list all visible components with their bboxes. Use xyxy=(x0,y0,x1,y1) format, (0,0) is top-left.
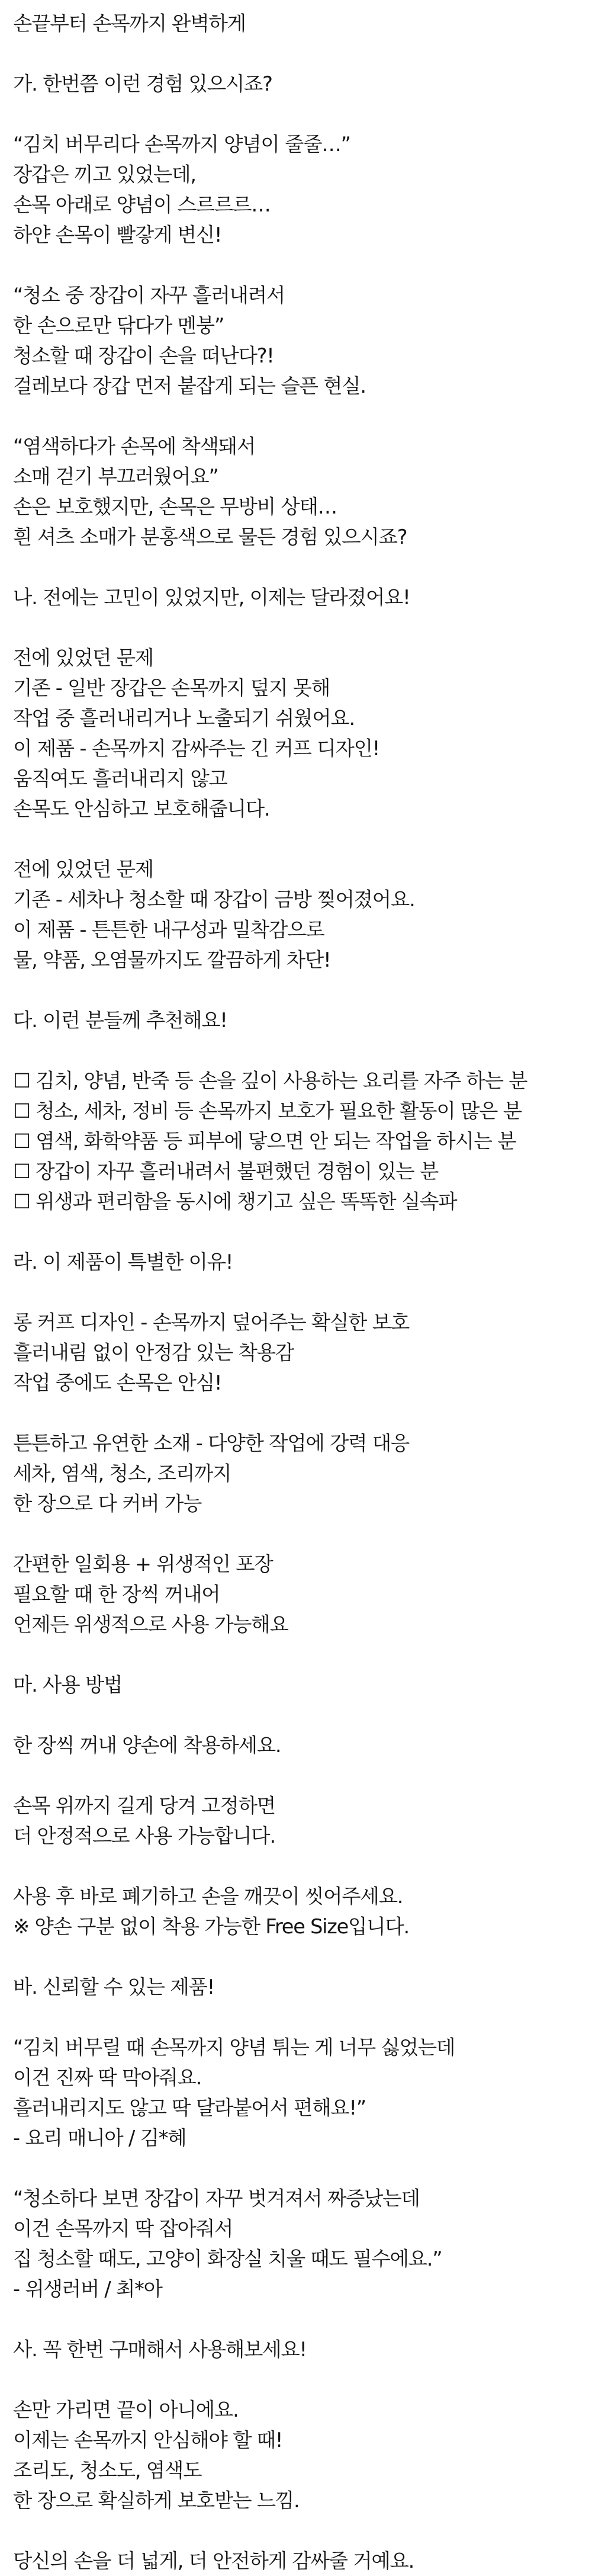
text-line: 마. 사용 방법 xyxy=(13,1673,123,1696)
text-line: 당신의 손을 더 넓게, 더 안전하게 감싸줄 거예요. xyxy=(13,2549,414,2572)
text-line: ☐ 청소, 세차, 정비 등 손목까지 보호가 필요한 활동이 많은 분 xyxy=(13,1099,522,1122)
blank-line xyxy=(13,2365,592,2395)
text-line: 이 제품 - 손목까지 감싸주는 긴 커프 디자인! xyxy=(13,737,379,760)
text-line: 장갑은 끼고 있었는데, xyxy=(13,163,196,186)
text-line: 이제는 손목까지 안심해야 할 때! xyxy=(13,2429,283,2452)
blank-line xyxy=(13,2516,592,2546)
text-line: 청소할 때 장갑이 손을 떠난다?! xyxy=(13,344,274,367)
text-line: “염색하다가 손목에 착색돼서 xyxy=(13,435,255,458)
text-line: 나. 전에는 고민이 있었지만, 이제는 달라졌어요! xyxy=(13,586,410,609)
text-line: 전에 있었던 문제 xyxy=(13,646,154,669)
text-line: 움직여도 흘러내리지 않고 xyxy=(13,767,227,790)
text-line: 소매 걷기 부끄러웠어요” xyxy=(13,465,218,488)
blank-line xyxy=(13,824,592,854)
blank-line xyxy=(13,1519,592,1549)
text-line: 걸레보다 장갑 먼저 붙잡게 되는 슬픈 현실. xyxy=(13,374,366,397)
text-line: - 위생러버 / 최*아 xyxy=(13,2277,162,2301)
text-line: 다. 이런 분들께 추천해요! xyxy=(13,1009,227,1032)
text-line: 손목 위까지 길게 당겨 고정하면 xyxy=(13,1794,275,1817)
blank-line xyxy=(13,1398,592,1428)
text-line: 기존 - 일반 장갑은 손목까지 덮지 못해 xyxy=(13,676,330,700)
text-line: 조리도, 청소도, 염색도 xyxy=(13,2459,202,2482)
text-line: 사용 후 바로 폐기하고 손을 깨끗이 씻어주세요. xyxy=(13,1885,403,1908)
text-line: ☐ 김치, 양념, 반죽 등 손을 깊이 사용하는 요리를 자주 하는 분 xyxy=(13,1069,527,1092)
text-line: 손만 가리면 끝이 아니에요. xyxy=(13,2398,239,2421)
text-line: 집 청소할 때도, 고양이 화장실 치울 때도 필수에요.” xyxy=(13,2247,442,2270)
text-line: - 요리 매니아 / 김*혜 xyxy=(13,2126,186,2150)
text-line: “김치 버무리다 손목까지 양념이 줄줄…” xyxy=(13,133,350,156)
text-line: 이 제품 - 튼튼한 내구성과 밀착감으로 xyxy=(13,918,324,941)
text-line: 흘러내리지도 않고 딱 달라붙어서 편해요!” xyxy=(13,2096,366,2119)
blank-line xyxy=(13,2304,592,2334)
text-line: 한 장으로 확실하게 보호받는 느낌. xyxy=(13,2489,300,2512)
text-line: 손끝부터 손목까지 완벽하게 xyxy=(13,12,246,35)
blank-line xyxy=(13,1760,592,1791)
blank-line xyxy=(13,1851,592,1881)
text-line: “김치 버무릴 때 손목까지 양념 튀는 게 너무 싫었는데 xyxy=(13,2036,455,2059)
text-line: 한 장씩 꺼내 양손에 착용하세요. xyxy=(13,1734,281,1757)
blank-line xyxy=(13,1035,592,1066)
text-line: ☐ 위생과 편리함을 동시에 챙기고 싶은 똑똑한 실속파 xyxy=(13,1190,457,1213)
text-line: 한 장으로 다 커버 가능 xyxy=(13,1492,202,1515)
text-line: 한 손으로만 닦다가 멘붕” xyxy=(13,314,224,337)
text-line: 손목 아래로 양념이 스르르르… xyxy=(13,193,271,216)
text-line: 세차, 염색, 청소, 조리까지 xyxy=(13,1462,231,1485)
text-line: ☐ 염색, 화학약품 등 피부에 닿으면 안 되는 작업을 하시는 분 xyxy=(13,1130,516,1153)
text-line: 작업 중 흘러내리거나 노출되기 쉬웠어요. xyxy=(13,707,355,730)
text-line: “청소 중 장갑이 자꾸 흘러내려서 xyxy=(13,284,285,307)
blank-line xyxy=(13,2153,592,2183)
text-line: 더 안정적으로 사용 가능합니다. xyxy=(13,1824,275,1847)
blank-line xyxy=(13,1640,592,1670)
blank-line xyxy=(13,401,592,431)
text-line: 손은 보호했지만, 손목은 무방비 상태… xyxy=(13,495,337,518)
blank-line xyxy=(13,1277,592,1307)
text-line: 튼튼하고 유연한 소재 - 다양한 작업에 강력 대응 xyxy=(13,1432,410,1455)
text-line: 언제든 위생적으로 사용 가능해요 xyxy=(13,1613,288,1636)
text-line: ※ 양손 구분 없이 착용 가능한 Free Size입니다. xyxy=(13,1915,409,1938)
blank-line xyxy=(13,39,592,69)
blank-line xyxy=(13,612,592,643)
text-line: ☐ 장갑이 자꾸 흘러내려서 불편했던 경험이 있는 분 xyxy=(13,1160,439,1183)
blank-line xyxy=(13,250,592,280)
text-line: 전에 있었던 문제 xyxy=(13,858,154,881)
blank-line xyxy=(13,2002,592,2032)
text-line: 간편한 일회용 + 위생적인 포장 xyxy=(13,1552,273,1576)
blank-line xyxy=(13,552,592,582)
text-line: 가. 한번쯤 이런 경험 있으시죠? xyxy=(13,72,272,95)
blank-line xyxy=(13,99,592,129)
text-line: 작업 중에도 손목은 안심! xyxy=(13,1371,222,1394)
blank-line xyxy=(13,1700,592,1730)
blank-line xyxy=(13,975,592,1005)
blank-line xyxy=(13,1217,592,1247)
text-line: 기존 - 세차나 청소할 때 장갑이 금방 찢어졌어요. xyxy=(13,888,415,911)
text-line: 물, 약품, 오염물까지도 깔끔하게 차단! xyxy=(13,948,331,971)
text-line: 이건 진짜 딱 막아줘요. xyxy=(13,2066,202,2089)
text-line: 하얀 손목이 빨갛게 변신! xyxy=(13,223,222,246)
text-line: 손목도 안심하고 보호해줍니다. xyxy=(13,797,270,820)
text-line: “청소하다 보면 장갑이 자꾸 벗겨져서 짜증났는데 xyxy=(13,2187,420,2210)
text-line: 이건 손목까지 딱 잡아줘서 xyxy=(13,2217,233,2240)
text-line: 바. 신뢰할 수 있는 제품! xyxy=(13,1975,214,1998)
blank-line xyxy=(13,1942,592,1972)
text-line: 롱 커프 디자인 - 손목까지 덮어주는 확실한 보호 xyxy=(13,1311,410,1334)
text-line: 필요할 때 한 장씩 꺼내어 xyxy=(13,1583,220,1606)
text-line: 흰 셔츠 소매가 분홍색으로 물든 경험 있으시죠? xyxy=(13,525,407,548)
text-line: 라. 이 제품이 특별한 이유! xyxy=(13,1250,233,1273)
text-line: 사. 꼭 한번 구매해서 사용해보세요! xyxy=(13,2338,307,2361)
text-line: 흘러내림 없이 안정감 있는 착용감 xyxy=(13,1341,294,1364)
